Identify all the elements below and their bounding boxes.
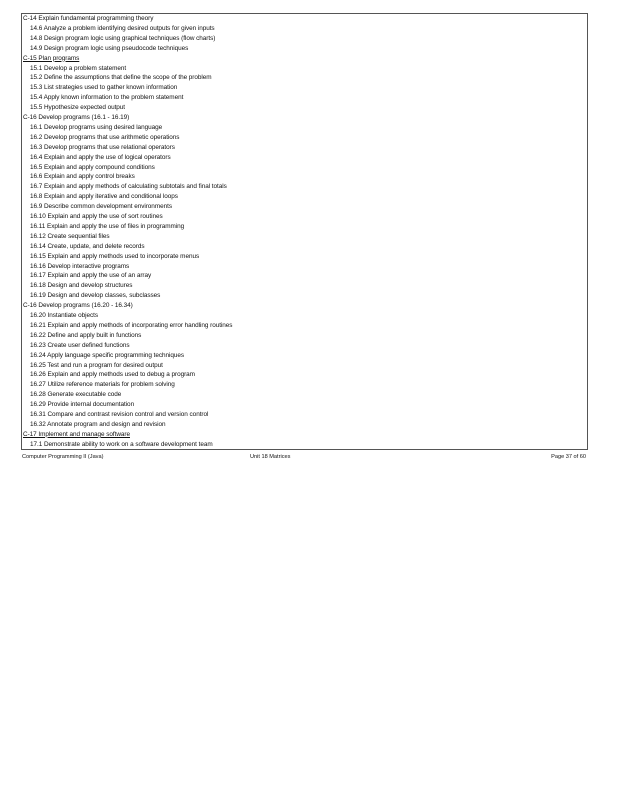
page-footer (21, 452, 588, 462)
competency-heading: C-16 Develop programs (16.1 - 16.19) (23, 114, 130, 121)
competency-item: 16.19 Design and develop classes, subclasses (30, 292, 161, 300)
competency-item: 16.6 Explain and apply control breaks (30, 173, 135, 181)
competency-item: 16.22 Define and apply built in functions (30, 331, 142, 339)
competency-item: 16.2 Develop programs that use arithmetic operations (30, 133, 180, 141)
competency-item: 16.25 Test and run a program for desired output (30, 361, 163, 369)
competency-item: 14.8 Design program logic using graphical techniques (flow charts) (30, 34, 216, 42)
competency-item: 14.6 Analyze a problem identifying desired outputs for given inputs (30, 24, 215, 32)
competency-item: 16.18 Design and develop structures (30, 282, 133, 290)
competency-item: 16.16 Develop interactive programs (30, 262, 130, 270)
footer-unit: Unit 18 Matrices (250, 454, 291, 460)
competency-list (21, 13, 588, 450)
footer-course-title: Computer Programming II (Java) (22, 454, 104, 460)
competency-item: 16.28 Generate executable code (30, 391, 122, 399)
competency-item: 16.29 Provide internal documentation (30, 401, 135, 409)
competency-item: 15.2 Define the assumptions that define the scope of the problem (30, 74, 212, 82)
competency-item: 16.27 Utilize reference materials for problem solving (30, 381, 175, 389)
competency-heading: C-16 Develop programs (16.20 - 16.34) (23, 302, 133, 310)
competency-item: 15.5 Hypothesize expected output (30, 104, 126, 112)
competency-heading: C-15 Plan programs (23, 54, 80, 62)
competency-item: 16.4 Explain and apply the use of logical operators (30, 153, 171, 161)
competency-item: 14.9 Design program logic using pseudocode techniques (30, 44, 189, 52)
competency-item: 15.1 Develop a problem statement (30, 64, 127, 72)
competency-item: 16.21 Explain and apply methods of incorporating error handling routines (30, 321, 233, 329)
competency-item: 16.20 Instantiate objects (30, 312, 99, 319)
competency-item: 16.7 Explain and apply methods of calculating subtotals and final totals (30, 183, 227, 191)
competency-item: 16.1 Develop programs using desired language (30, 123, 163, 131)
competency-heading: C-17 Implement and manage software (23, 430, 130, 438)
competency-item: 16.23 Create user defined functions (30, 341, 130, 349)
competency-item: 15.3 List strategies used to gather known information (30, 84, 178, 92)
competency-item: 16.5 Explain and apply compound conditions (30, 163, 155, 171)
competency-item: 16.12 Create sequential files (30, 232, 110, 240)
competency-item: 16.31 Compare and contrast revision control and version control (30, 411, 209, 418)
competency-heading: C-14 Explain fundamental programming theory (23, 15, 154, 22)
competency-item: 17.1 Demonstrate ability to work on a software development team (30, 440, 213, 448)
competency-item: 16.3 Develop programs that use relational operators (30, 143, 175, 151)
competency-item: 16.8 Explain and apply iterative and conditional loops (30, 193, 178, 201)
competency-item: 15.4 Apply known information to the problem statement (30, 94, 184, 102)
competency-item: 16.15 Explain and apply methods used to incorporate menus (30, 252, 200, 260)
competency-item: 16.11 Explain and apply the use of files in programming (30, 222, 185, 230)
competency-item: 16.32 Annotate program and design and revision (30, 420, 166, 428)
footer-page-number: Page 37 of 60 (551, 454, 586, 460)
competency-item: 16.24 Apply language specific programming techniques (30, 351, 185, 359)
competency-item: 16.10 Explain and apply the use of sort routines (30, 213, 163, 220)
competency-item: 16.9 Describe common development environments (30, 203, 172, 211)
competency-item: 16.26 Explain and apply methods used to debug a program (30, 371, 195, 379)
competency-item: 16.14 Create, update, and delete records (30, 242, 145, 250)
competency-item: 16.17 Explain and apply the use of an array (30, 272, 152, 280)
